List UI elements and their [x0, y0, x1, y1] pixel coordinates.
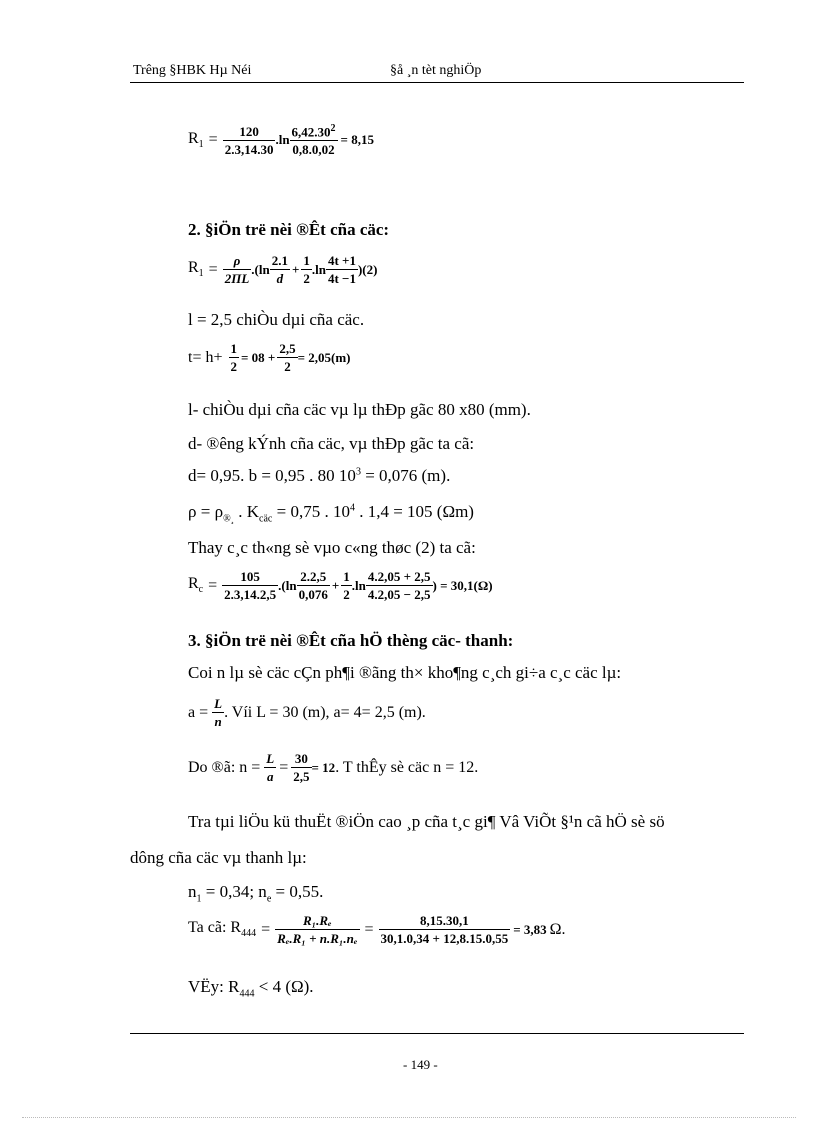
equation-a: a = $\frac{L}{n}$ . Víi L = 30 (m), a= 4= 2,5 (m).	[188, 696, 426, 729]
fraction: $\frac{8,15.30,1}{30,1.0,34 + 12,8.15.0,55}$	[380, 913, 509, 946]
line-substitute: Thay c¸c th«ng sè vµo c«ng thøc (2) ta cã:	[188, 538, 476, 557]
equation-t: t= h+ $\frac{1}{2}$ = 08 + $\frac{2,5}{2}$ = 2,05(m)	[188, 341, 351, 374]
equation-r1	[188, 124, 374, 156]
eq-lhs: $R_1$	[188, 130, 204, 151]
fraction: $\frac{L}{a}$	[266, 751, 275, 784]
page-number: - 149 -	[403, 1057, 438, 1072]
fraction: $\frac{1}{2}$	[343, 569, 350, 602]
eq-result: = 8,15	[340, 132, 374, 148]
fraction: $\frac{2.1}{d}$	[271, 253, 288, 286]
section-2-heading: 2. §iÖn trë nèi ®Êt cña cäc:	[188, 220, 390, 239]
equation-n: Do ®ã: n = $\frac{L}{a}$ = $\frac{30}{2,5}$ = 12 . T thÊy sè cäc n = 12.	[188, 751, 479, 784]
fraction: $\frac{1}{2}$	[303, 253, 310, 286]
equation-rc: $R_c$ = $\frac{105}{2.3,14.2,5}$ .(ln $\frac{2.2,5}{0,076}$ + $\frac{1}{2}$ .ln $\frac{4.2,05 + 2,5}{4.2,05 - 2,5}$ ) = 30,1(Ω)	[188, 569, 493, 602]
line-n-values: $n_1 = 0,34$; $n_e = 0,55$.	[188, 882, 324, 905]
fraction: $\frac{L}{n}$	[214, 696, 223, 729]
fraction: $\frac{120}{2.3,14.30}$	[224, 123, 274, 157]
line-d-desc: d- ®êng kÝnh cña cäc, vµ thÐp gãc ta cã:	[188, 434, 475, 453]
fraction: $\frac{2.2,5}{0,076}$	[298, 569, 328, 602]
equation-r1-formula: $R_1$ = $\frac{\rho}{2\Pi L}$ .(ln $\frac{2.1}{d}$ + $\frac{1}{2}$ .ln $\frac{4t +1}{4t -1}$ )(2)	[188, 253, 378, 286]
eq-sign: =	[208, 131, 218, 149]
fraction: $\frac{\rho}{2\Pi L}$	[224, 253, 250, 286]
fraction: $\frac{6,42.30^2}{0,8.0,02}$	[291, 123, 336, 158]
header-rule	[130, 82, 744, 83]
line-l-desc: l- chiÒu dµi cña cäc vµ lµ thÐp gãc 80 x80 (mm).	[188, 400, 531, 419]
paragraph-tra-line2: dông cña cäc vµ thanh lµ:	[130, 848, 307, 867]
header-right: §å ¸n tèt nghiÖp	[390, 63, 482, 78]
fraction: $\frac{1}{2}$	[230, 341, 237, 374]
ln-label: .ln	[275, 132, 290, 148]
fraction: $\frac{\text{R₁.Rₑ}}{\text{Rₑ.R₁ + n.R₁.nₑ}}$	[277, 913, 358, 946]
fraction: $\frac{2,5}{2}$	[279, 341, 296, 374]
fraction: $\frac{4t +1}{4t -1}$	[327, 253, 356, 286]
footer-rule	[130, 1033, 744, 1034]
line-length: l = 2,5 chiÒu dµi cña cäc.	[188, 310, 365, 329]
line-rho-value: $\rho = \rho_{®¸}$ . $K_{cäc} = 0,75$ . $10^4$ . 1,4 = 105 (Ωm)	[188, 502, 474, 525]
header-left: Trêng §HBK Hµ Néi	[133, 63, 252, 78]
paragraph-tra-line1: Tra tµi liÖu kü thuËt ®iÖn cao ¸p cña t¸c gi¶ Vâ ViÕt §¹n cã hÖ sè sö	[188, 812, 665, 831]
equation-r444: Ta cã: $R_{444}$ = $\frac{\text{R₁.Rₑ}}{\text{Rₑ.R₁ + n.R₁.nₑ}}$ = $\frac{8,15.30,1}{30,1.0,34 + 12,8.15.0,55}$ = 3,83 Ω.	[188, 913, 566, 946]
line-conclusion: VËy: $R_{444} < 4$ (Ω).	[188, 977, 314, 1000]
line-coi: Coi n lµ sè cäc cÇn ph¶i ®ãng th× kho¶ng c¸ch gi÷a c¸c cäc lµ:	[188, 663, 622, 682]
section-3-heading: 3. §iÖn trë nèi ®Êt cña hÖ thèng cäc- thanh:	[188, 631, 514, 650]
line-d-value: d= 0,95. b = 0,95 . 80 $10^3 = 0,076$ (m).	[188, 466, 451, 485]
page-edge-divider	[22, 1117, 796, 1118]
fraction: $\frac{105}{2.3,14.2,5}$	[224, 569, 277, 602]
fraction: $\frac{30}{2,5}$	[293, 751, 310, 784]
fraction: $\frac{4.2,05 + 2,5}{4.2,05 - 2,5}$	[367, 569, 431, 602]
